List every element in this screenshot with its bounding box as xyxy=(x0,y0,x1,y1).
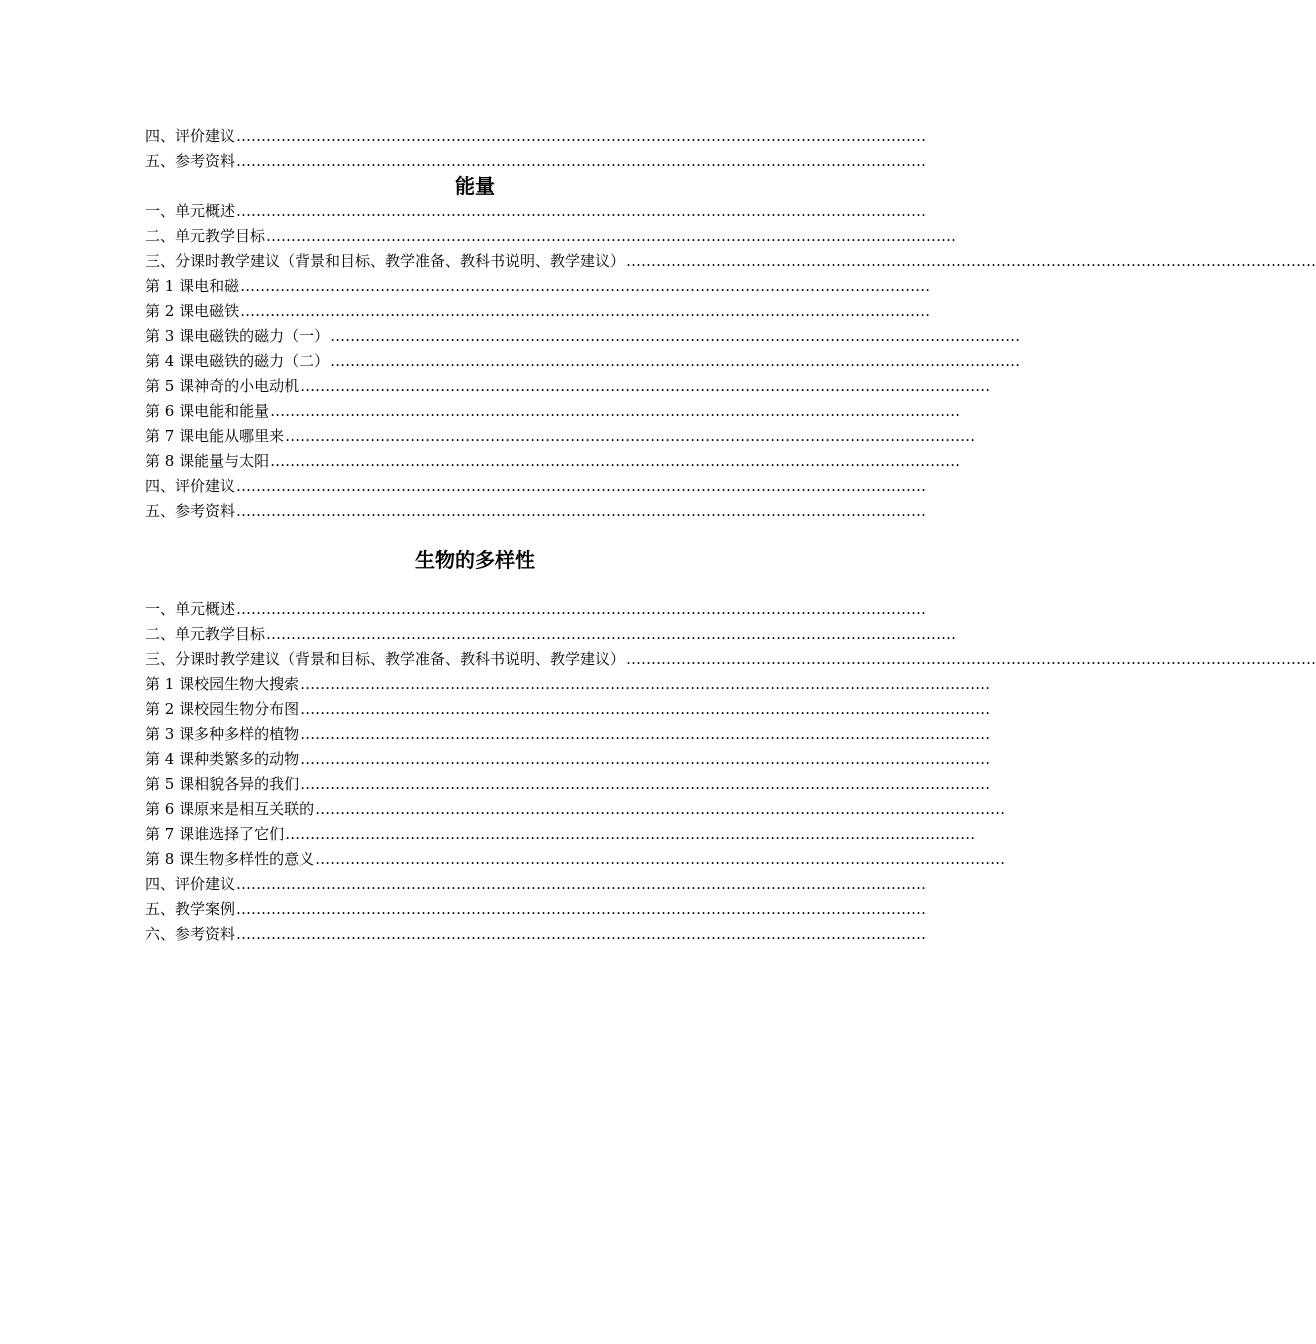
toc-leader: ………………………………………………………………………………………………………………………… xyxy=(285,427,976,445)
toc-leader: ………………………………………………………………………………………………………………………… xyxy=(330,327,1021,345)
toc-label: 二、单元教学目标 xyxy=(145,625,266,643)
toc-line xyxy=(145,773,991,795)
toc-label: 四、评价建议 xyxy=(145,127,236,145)
toc-line xyxy=(145,823,976,845)
toc-leader: ………………………………………………………………………………………………………………………… xyxy=(236,502,927,520)
toc-leader: ………………………………………………………………………………………………………………………… xyxy=(300,750,991,768)
toc-line xyxy=(145,748,991,770)
toc-label: 第 6 课电能和能量 xyxy=(145,402,270,420)
toc-label: 四、评价建议 xyxy=(145,875,236,893)
toc-line xyxy=(145,698,991,720)
toc-leader: ………………………………………………………………………………………………………………………… xyxy=(236,900,927,918)
toc-line xyxy=(145,598,927,620)
toc-line xyxy=(145,898,927,920)
toc-leader: ………………………………………………………………………………………………………………………… xyxy=(266,625,957,643)
toc-line xyxy=(145,798,1006,820)
toc-leader: ………………………………………………………………………………………………………………………… xyxy=(236,600,927,618)
toc-label: 第 6 课原来是相互关联的 xyxy=(145,800,315,818)
toc-leader: ………………………………………………………………………………………………………………………… xyxy=(300,377,991,395)
toc-leader: ………………………………………………………………………………………………………………………… xyxy=(300,775,991,793)
toc-line xyxy=(145,250,1316,272)
toc-label: 五、参考资料 xyxy=(145,152,236,170)
toc-line xyxy=(145,450,961,472)
toc-label: 第 5 课相貌各异的我们 xyxy=(145,775,300,793)
toc-label: 第 8 课能量与太阳 xyxy=(145,452,270,470)
toc-leader: ………………………………………………………………………………………………………………………… xyxy=(236,202,927,220)
toc-leader: ………………………………………………………………………………………………………………………… xyxy=(300,725,991,743)
toc-leader: ………………………………………………………………………………………………………………………… xyxy=(315,850,1006,868)
toc-label: 第 3 课多种多样的植物 xyxy=(145,725,300,743)
toc-leader: ………………………………………………………………………………………………………………………… xyxy=(240,302,931,320)
toc-leader: ………………………………………………………………………………………………………………………… xyxy=(626,252,1316,270)
toc-leader: ………………………………………………………………………………………………………………………… xyxy=(270,452,961,470)
toc-label: 五、参考资料 xyxy=(145,502,236,520)
toc-label: 第 1 课电和磁 xyxy=(145,277,240,295)
toc-leader: ………………………………………………………………………………………………………………………… xyxy=(236,477,927,495)
toc-label: 第 2 课电磁铁 xyxy=(145,302,240,320)
toc-label: 五、教学案例 xyxy=(145,900,236,918)
toc-label: 第 3 课电磁铁的磁力（一） xyxy=(145,327,330,345)
toc-label: 三、分课时教学建议（背景和目标、教学准备、教科书说明、教学建议） xyxy=(145,650,626,668)
toc-label: 第 2 课校园生物分布图 xyxy=(145,700,300,718)
toc-label: 一、单元概述 xyxy=(145,202,236,220)
toc-leader: ………………………………………………………………………………………………………………………… xyxy=(300,675,991,693)
toc-line xyxy=(145,400,961,422)
toc-label: 二、单元教学目标 xyxy=(145,227,266,245)
toc-leader: ………………………………………………………………………………………………………………………… xyxy=(236,127,927,145)
section-title-biodiversity: 生物的多样性 xyxy=(415,548,535,572)
toc-line xyxy=(145,648,1316,670)
toc-line xyxy=(145,923,927,945)
toc-label: 第 7 课电能从哪里来 xyxy=(145,427,285,445)
toc-leader: ………………………………………………………………………………………………………………………… xyxy=(266,227,957,245)
toc-leader: ………………………………………………………………………………………………………………………… xyxy=(315,800,1006,818)
toc-line xyxy=(145,350,1021,372)
toc-line xyxy=(145,300,931,322)
toc-line xyxy=(145,873,927,895)
toc-leader: ………………………………………………………………………………………………………………………… xyxy=(236,875,927,893)
toc-leader: ………………………………………………………………………………………………………………………… xyxy=(330,352,1021,370)
toc-line xyxy=(145,623,957,645)
section-title-energy: 能量 xyxy=(455,174,495,198)
toc-label: 第 8 课生物多样性的意义 xyxy=(145,850,315,868)
toc-label: 第 4 课种类繁多的动物 xyxy=(145,750,300,768)
toc-label: 一、单元概述 xyxy=(145,600,236,618)
toc-line xyxy=(145,225,957,247)
toc-label: 第 1 课校园生物大搜索 xyxy=(145,675,300,693)
toc-line xyxy=(145,673,991,695)
toc-line xyxy=(145,150,927,172)
toc-line xyxy=(145,200,927,222)
toc-line xyxy=(145,275,931,297)
toc-label: 六、参考资料 xyxy=(145,925,236,943)
toc-line xyxy=(145,125,927,147)
toc-leader: ………………………………………………………………………………………………………………………… xyxy=(300,700,991,718)
toc-line xyxy=(145,425,976,447)
toc-label: 四、评价建议 xyxy=(145,477,236,495)
toc-line xyxy=(145,475,927,497)
toc-leader: ………………………………………………………………………………………………………………………… xyxy=(626,650,1316,668)
toc-label: 三、分课时教学建议（背景和目标、教学准备、教科书说明、教学建议） xyxy=(145,252,626,270)
toc-line xyxy=(145,325,1021,347)
toc-line xyxy=(145,723,991,745)
toc-leader: ………………………………………………………………………………………………………………………… xyxy=(236,925,927,943)
toc-label: 第 5 课神奇的小电动机 xyxy=(145,377,300,395)
toc-line xyxy=(145,375,991,397)
toc-leader: ………………………………………………………………………………………………………………………… xyxy=(236,152,927,170)
toc-leader: ………………………………………………………………………………………………………………………… xyxy=(240,277,931,295)
toc-label: 第 4 课电磁铁的磁力（二） xyxy=(145,352,330,370)
toc-leader: ………………………………………………………………………………………………………………………… xyxy=(285,825,976,843)
toc-line xyxy=(145,848,1006,870)
toc-leader: ………………………………………………………………………………………………………………………… xyxy=(270,402,961,420)
toc-line xyxy=(145,500,927,522)
toc-label: 第 7 课谁选择了它们 xyxy=(145,825,285,843)
